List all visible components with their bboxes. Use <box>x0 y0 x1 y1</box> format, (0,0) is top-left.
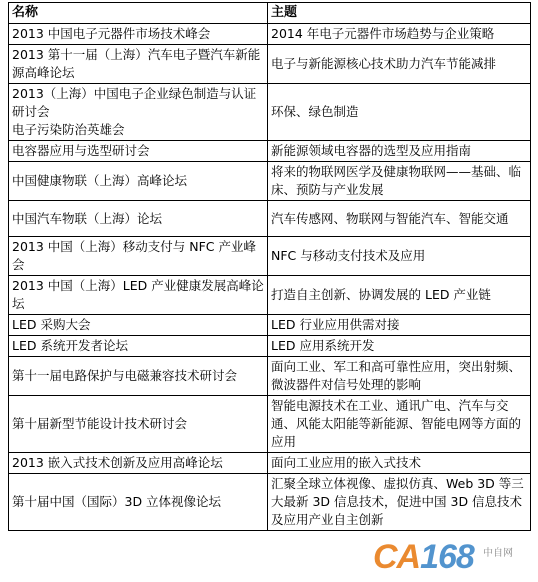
cell-topic: 新能源领域电容器的选型及应用指南 <box>268 141 531 162</box>
header-topic: 主题 <box>268 3 531 24</box>
cell-name: 中国汽车物联（上海）论坛 <box>9 201 268 237</box>
table-row <box>9 237 531 276</box>
cell-topic: 2014 年电子元器件市场趋势与企业策略 <box>268 24 531 45</box>
cell-name: 2013 中国电子元器件市场技术峰会 <box>9 24 268 45</box>
table-row <box>9 45 531 84</box>
cell-topic: LED 应用系统开发 <box>268 336 531 357</box>
conference-table <box>8 2 531 531</box>
cell-topic: 将来的物联网医学及健康物联网——基础、临床、预防与产业发展 <box>268 162 531 201</box>
watermark-domain: 中自网 <box>483 548 513 559</box>
cell-topic: 面向工业应用的嵌入式技术 <box>268 453 531 474</box>
table-row <box>9 474 531 531</box>
table-row <box>9 84 531 141</box>
cell-topic: NFC 与移动支付技术及应用 <box>268 237 531 276</box>
table-row <box>9 396 531 453</box>
cell-name: 第十届中国（国际）3D 立体视像论坛 <box>9 474 268 531</box>
site-watermark <box>355 538 531 578</box>
header-name: 名称 <box>9 3 268 24</box>
cell-topic: 电子与新能源核心技术助力汽车节能减排 <box>268 45 531 84</box>
table-row <box>9 276 531 315</box>
cell-name: 2013 第十一届（上海）汽车电子暨汽车新能源高峰论坛 <box>9 45 268 84</box>
watermark-logo: CA168 <box>373 538 474 576</box>
header-row <box>9 3 531 24</box>
table-row <box>9 162 531 201</box>
cell-topic: 面向工业、军工和高可靠性应用，突出射频、微波器件对信号处理的影响 <box>268 357 531 396</box>
cell-name: LED 系统开发者论坛 <box>9 336 268 357</box>
table-row <box>9 141 531 162</box>
table-row <box>9 201 531 237</box>
cell-name: 2013 中国（上海）LED 产业健康发展高峰论坛 <box>9 276 268 315</box>
cell-name: 2013 嵌入式技术创新及应用高峰论坛 <box>9 453 268 474</box>
cell-topic: 汇聚全球立体视像、虚拟仿真、Web 3D 等三大最新 3D 信息技术，促进中国 3D 信息技术及应用产业自主创新 <box>268 474 531 531</box>
cell-name: 中国健康物联（上海）高峰论坛 <box>9 162 268 201</box>
cell-name: 2013 中国（上海）移动支付与 NFC 产业峰会 <box>9 237 268 276</box>
cell-name: 2013（上海）中国电子企业绿色制造与认证研讨会 电子污染防治英雄会 <box>9 84 268 141</box>
table-row <box>9 336 531 357</box>
cell-topic: 打造自主创新、协调发展的 LED 产业链 <box>268 276 531 315</box>
cell-name: 第十一届电路保护与电磁兼容技术研讨会 <box>9 357 268 396</box>
cell-topic: 汽车传感网、物联网与智能汽车、智能交通 <box>268 201 531 237</box>
cell-topic: LED 行业应用供需对接 <box>268 315 531 336</box>
cell-topic: 环保、绿色制造 <box>268 84 531 141</box>
cell-name: 第十届新型节能设计技术研讨会 <box>9 396 268 453</box>
table-row <box>9 357 531 396</box>
cell-name: 电容器应用与选型研讨会 <box>9 141 268 162</box>
table-row <box>9 315 531 336</box>
cell-topic: 智能电源技术在工业、通讯广电、汽车与交通、风能太阳能等新能源、智能电网等方面的应用 <box>268 396 531 453</box>
table-row <box>9 24 531 45</box>
cell-name: LED 采购大会 <box>9 315 268 336</box>
table-row <box>9 453 531 474</box>
